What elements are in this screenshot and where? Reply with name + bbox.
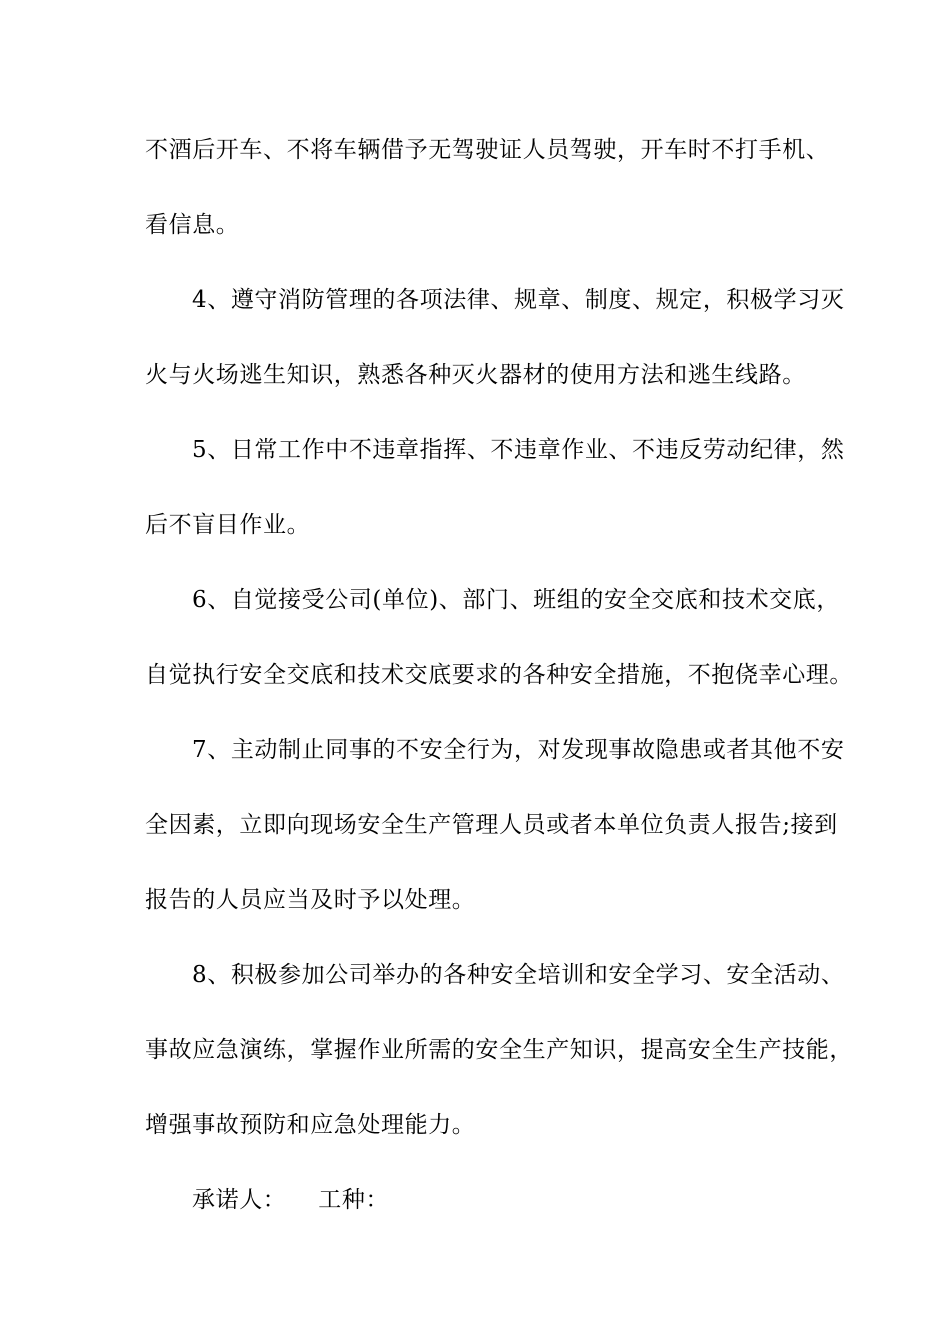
paragraph-8-line-1: 8、积极参加公司举办的各种安全培训和安全学习、安全活动、 — [192, 962, 845, 988]
paragraph-5-line-1: 5、日常工作中不违章指挥、不违章作业、不违反劳动纪律，然 — [192, 437, 845, 463]
paragraph-7-line-2: 全因素，立即向现场安全生产管理人员或者本单位负责人报告;接到 — [145, 812, 838, 838]
job-type-label: 工种： — [318, 1187, 390, 1213]
paragraph-4-line-2: 火与火场逃生知识，熟悉各种灭火器材的使用方法和逃生线路。 — [145, 362, 806, 388]
promisor-label: 承诺人： — [192, 1187, 287, 1213]
paragraph-4-line-1: 4、遵守消防管理的各项法律、规章、制度、规定，积极学习灭 — [192, 287, 845, 313]
paragraph-3-line-2: 不酒后开车、不将车辆借予无驾驶证人员驾驶，开车时不打手机、 — [145, 137, 830, 163]
paragraph-8-line-3: 增强事故预防和应急处理能力。 — [145, 1112, 476, 1138]
paragraph-5-line-2: 后不盲目作业。 — [145, 512, 311, 538]
paragraph-6-line-1: 6、自觉接受公司(单位)、部门、班组的安全交底和技术交底， — [192, 587, 840, 613]
paragraph-7-line-1: 7、主动制止同事的不安全行为，对发现事故隐患或者其他不安 — [192, 737, 845, 763]
paragraph-3-line-3: 看信息。 — [145, 212, 240, 238]
paragraph-7-line-3: 报告的人员应当及时予以处理。 — [145, 887, 476, 913]
signature-line — [192, 1185, 389, 1215]
paragraph-8-line-2: 事故应急演练，掌握作业所需的安全生产知识，提高安全生产技能， — [145, 1037, 853, 1063]
paragraph-6-line-2: 自觉执行安全交底和技术交底要求的各种安全措施，不抱侥幸心理。 — [145, 662, 853, 688]
